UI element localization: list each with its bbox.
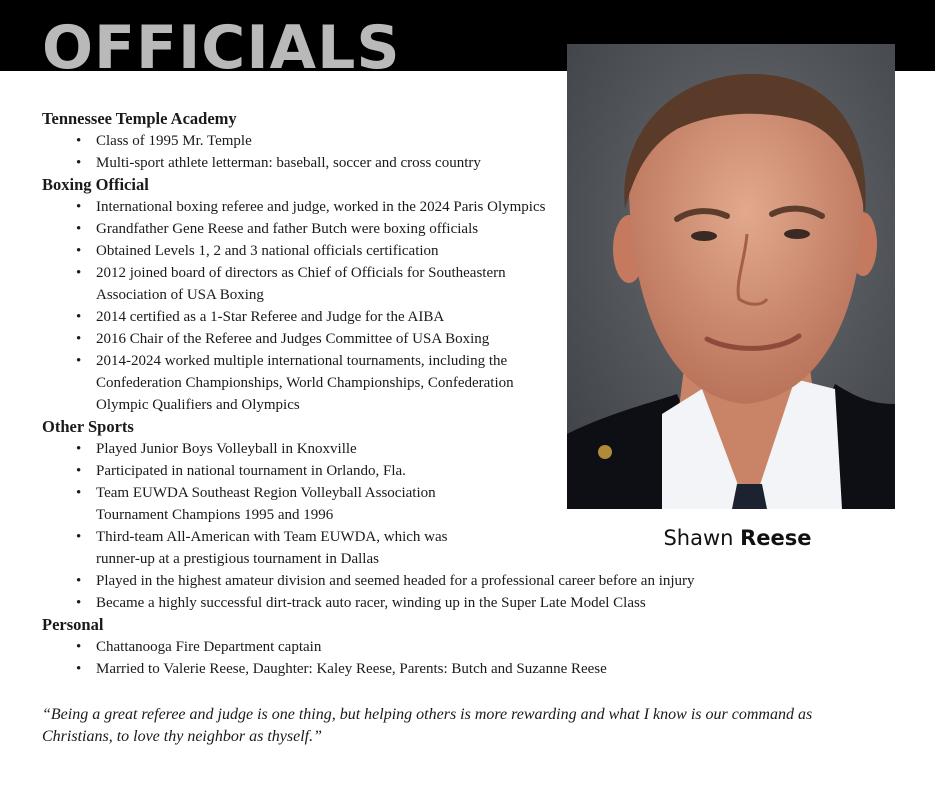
list-item-line: Confederation Championships, World Championships, Confederation [96, 375, 514, 391]
section-list [42, 438, 742, 614]
list-item-line: Olympic Qualifiers and Olympics [96, 397, 300, 413]
quote-line: Christians, to love thy neighbor as thyself.” [42, 728, 322, 745]
page-title: OFFICIALS [42, 13, 401, 71]
list-item [42, 240, 742, 262]
list-item [42, 328, 742, 350]
list-item-line: • Class of 1995 Mr. Temple [96, 133, 252, 149]
list-item [42, 482, 742, 526]
list-item [42, 130, 742, 152]
section-title: Tennessee Temple Academy [42, 109, 237, 128]
list-item-line: Tournament Champions 1995 and 1996 [96, 507, 334, 523]
section-list [42, 196, 742, 416]
list-item-line: • Became a highly successful dirt-track auto racer, winding up in the Super Late Model Class [96, 595, 646, 611]
list-item-line: • 2012 joined board of directors as Chief of Officials for Southeastern [96, 265, 506, 281]
list-item-line: • International boxing referee and judge, worked in the 2024 Paris Olympics [96, 199, 546, 215]
list-item [42, 460, 742, 482]
list-item-line: • Married to Valerie Reese, Daughter: Kaley Reese, Parents: Butch and Suzanne Reese [96, 661, 607, 677]
list-item [42, 350, 742, 416]
list-item [42, 306, 742, 328]
list-item [42, 636, 742, 658]
list-item-line: • Third-team All-American with Team EUWDA, which was [96, 529, 448, 545]
section-list [42, 130, 742, 174]
list-item-line: • Participated in national tournament in Orlando, Fla. [96, 463, 406, 479]
list-item [42, 526, 742, 570]
section-title: Boxing Official [42, 175, 149, 194]
list-item [42, 570, 742, 592]
bio-sections [42, 108, 742, 680]
section-list [42, 636, 742, 680]
list-item-line: • Obtained Levels 1, 2 and 3 national officials certification [96, 243, 439, 259]
quote [42, 704, 842, 748]
list-item-line: • Multi-sport athlete letterman: baseball, soccer and cross country [96, 155, 481, 171]
list-item [42, 152, 742, 174]
list-item-line: • Played in the highest amateur division and seemed headed for a professional career before an injury [96, 573, 695, 589]
list-item-line: • Team EUWDA Southeast Region Volleyball Association [96, 485, 436, 501]
list-item-line: • Grandfather Gene Reese and father Butch were boxing officials [96, 221, 479, 237]
list-item [42, 438, 742, 460]
list-item [42, 592, 742, 614]
list-item-line: • Chattanooga Fire Department captain [96, 639, 322, 655]
list-item-line: Association of USA Boxing [96, 287, 264, 303]
quote-line: “Being a great referee and judge is one thing, but helping others is more rewarding and what I know is our command as [42, 706, 813, 723]
list-item-line: • Played Junior Boys Volleyball in Knoxville [96, 441, 357, 457]
first-name: Shawn [663, 526, 734, 550]
list-item [42, 218, 742, 240]
last-name: Reese [740, 526, 812, 550]
section-title: Personal [42, 615, 104, 634]
list-item [42, 262, 742, 306]
list-item-line: • 2014 certified as a 1-Star Referee and Judge for the AIBA [96, 309, 445, 325]
list-item-line: • 2014-2024 worked multiple international tournaments, including the [96, 353, 508, 369]
section-title: Other Sports [42, 417, 134, 436]
list-item [42, 196, 742, 218]
list-item-line: • 2016 Chair of the Referee and Judges Committee of USA Boxing [96, 331, 490, 347]
list-item [42, 658, 742, 680]
list-item-line: runner-up at a prestigious tournament in Dallas [96, 551, 379, 567]
